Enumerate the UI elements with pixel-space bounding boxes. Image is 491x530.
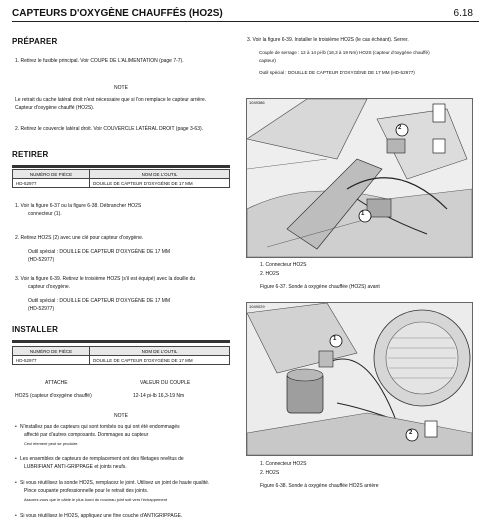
section-heading-installer: INSTALLER bbox=[12, 325, 59, 334]
retirer-step-2-tool: Outil spécial : DOUILLE DE CAPTEUR D'OXYGÈNE DE 17 MM bbox=[28, 249, 171, 255]
retirer-step-3a: 3. Voir la figure 6-39. Retirez le troisième HO2S (s'il est équipé) avec la douille du bbox=[15, 276, 196, 282]
callout-1: 1 bbox=[333, 336, 337, 342]
table-header: NUMÉRO DE PIÈCE bbox=[13, 347, 90, 356]
retirer-step-2-tool-number: (HD-52977) bbox=[28, 257, 55, 263]
figure-id: 1049029 bbox=[249, 304, 265, 309]
retirer-tool-table bbox=[12, 169, 230, 188]
torque-header-attache: ATTACHE bbox=[45, 380, 68, 386]
section-heading-retirer: RETIRER bbox=[12, 150, 49, 159]
retirer-step-3b: capteur d'oxygène. bbox=[28, 284, 71, 290]
install-step-3: 3. Voir la figure 6-39. Installer le troisième HO2S (le cas échéant). Serrer. bbox=[247, 37, 409, 43]
section-bar bbox=[12, 340, 230, 343]
installer-note-1b: affecté par d'autres composants. Dommages au capteur bbox=[24, 432, 149, 438]
retirer-step-3-tool: Outil spécial : DOUILLE DE CAPTEUR D'OXYGÈNE DE 17 MM bbox=[28, 298, 171, 304]
table-header: NOM DE L'OUTIL bbox=[90, 170, 230, 179]
installer-note-1a: N'installez pas de capteurs qui sont tombés ou qui ont été endommagés bbox=[20, 424, 180, 430]
page-title: CAPTEURS D'OXYGÈNE CHAUFFÉS (HO2S) bbox=[12, 8, 223, 19]
prep-step-1: 1. Retirez le fusible principal. Voir COUPE DE L'ALIMENTATION (page 7-7). bbox=[15, 58, 184, 64]
retirer-step-2: 2. Retirez HO2S (2) avec une clé pour capteur d'oxygène. bbox=[15, 235, 144, 241]
torque-cell-value: 12-14 pi-lb 16,3-19 Nm bbox=[133, 393, 185, 399]
fig2-legend-2: 2. HO2S bbox=[260, 470, 280, 476]
bullet-marker: • bbox=[15, 480, 17, 486]
fig2-legend-1: 1. Connecteur HO2S bbox=[260, 461, 307, 467]
installer-note-4: Si vous réutilisez le HO2S, appliquez une fine couche d'ANTIGRIPPAGE. bbox=[20, 513, 183, 519]
figure-6-37-caption: Figure 6-37. Sonde à oxygène chauffée (HO2S) avant bbox=[260, 284, 380, 290]
engine-illustration-rear bbox=[247, 303, 472, 455]
table-cell: DOUILLE DE CAPTEUR D'OXYGÈNE DE 17 MM bbox=[90, 179, 230, 188]
retirer-step-1a: 1. Voir la figure 6-37 ou la figure 6-38. Débrancher HO2S bbox=[15, 203, 142, 209]
installer-note-2b: LUBRIFIANT ANTI-GRIPPAGE et joints neufs. bbox=[24, 464, 127, 470]
prep-step-2: 2. Retirez le couvercle latéral droit. Voir COUVERCLE LATÉRAL DROIT (page 3-63). bbox=[15, 126, 204, 132]
figure-6-37-image bbox=[246, 98, 473, 258]
retirer-step-3-tool-number: (HD-52977) bbox=[28, 306, 55, 312]
install-special-tool: Outil spécial : DOUILLE DE CAPTEUR D'OXYGÈNE DE 17 MM (HD-52977) bbox=[259, 70, 415, 75]
section-heading-preparer: PRÉPARER bbox=[12, 37, 58, 46]
installer-note-3a: Si vous réutilisez la sonde HO2S, remplacez le joint. Utilisez un joint de haute qualité. bbox=[20, 480, 210, 486]
prep-note-label: NOTE bbox=[114, 85, 128, 91]
bullet-marker: • bbox=[15, 513, 17, 519]
torque-header-valeur: VALEUR DU COUPLE bbox=[140, 380, 191, 386]
prep-note-text-2: Capteur d'oxygène chauffé (HO2S). bbox=[15, 105, 95, 111]
bullet-marker: • bbox=[15, 424, 17, 430]
bullet-marker: • bbox=[15, 456, 17, 462]
callout-2: 2 bbox=[409, 430, 413, 436]
section-bar bbox=[12, 165, 230, 168]
table-cell: HD-52977 bbox=[13, 356, 90, 365]
figure-6-38-caption: Figure 6-38. Sonde à oxygène chauffée HO2S arrière bbox=[260, 483, 379, 489]
installer-note-3b: Pince coupante professionnelle pour le retrait des joints. bbox=[24, 488, 149, 494]
installer-note-3c: Assurez-vous que le câble le plus lourd du nouveau joint soit vers l'échappement bbox=[24, 497, 168, 502]
page-number: 6.18 bbox=[453, 8, 473, 19]
table-cell: HD-52977 bbox=[13, 179, 90, 188]
install-torque-2: capteur) bbox=[259, 58, 276, 63]
table-header: NUMÉRO DE PIÈCE bbox=[13, 170, 90, 179]
page-header bbox=[0, 0, 491, 22]
retirer-step-1b: connecteur (1). bbox=[28, 211, 62, 217]
installer-note-2a: Les ensembles de capteurs de remplacement ont des filetages revêtus de bbox=[20, 456, 184, 462]
installer-note-1c: Ceci element peut se produire. bbox=[24, 441, 79, 446]
header-rule bbox=[12, 21, 479, 22]
callout-1: 1 bbox=[361, 211, 365, 217]
installer-note-label: NOTE bbox=[114, 413, 128, 419]
installer-tool-table bbox=[12, 346, 230, 365]
callout-2: 2 bbox=[398, 125, 402, 131]
fig1-legend-2: 2. HO2S bbox=[260, 271, 280, 277]
install-torque-1: Couple de serrage : 12 à 14 pi-lb (16,3 à 19 Nm) HO2S (capteur d'oxygène chauffé) bbox=[259, 50, 430, 55]
table-cell: DOUILLE DE CAPTEUR D'OXYGÈNE DE 17 MM bbox=[90, 356, 230, 365]
figure-id: 1049386 bbox=[249, 100, 265, 105]
engine-illustration-front bbox=[247, 99, 472, 257]
torque-cell-fastener: HO2S (capteur d'oxygène chauffé) bbox=[15, 393, 92, 399]
figure-6-38-image bbox=[246, 302, 473, 456]
prep-note-text-1: Le retrait du cache latéral droit n'est nécessaire que si l'on remplace le capteur arrière. bbox=[15, 97, 207, 103]
fig1-legend-1: 1. Connecteur HO2S bbox=[260, 262, 307, 268]
table-header: NOM DE L'OUTIL bbox=[90, 347, 230, 356]
